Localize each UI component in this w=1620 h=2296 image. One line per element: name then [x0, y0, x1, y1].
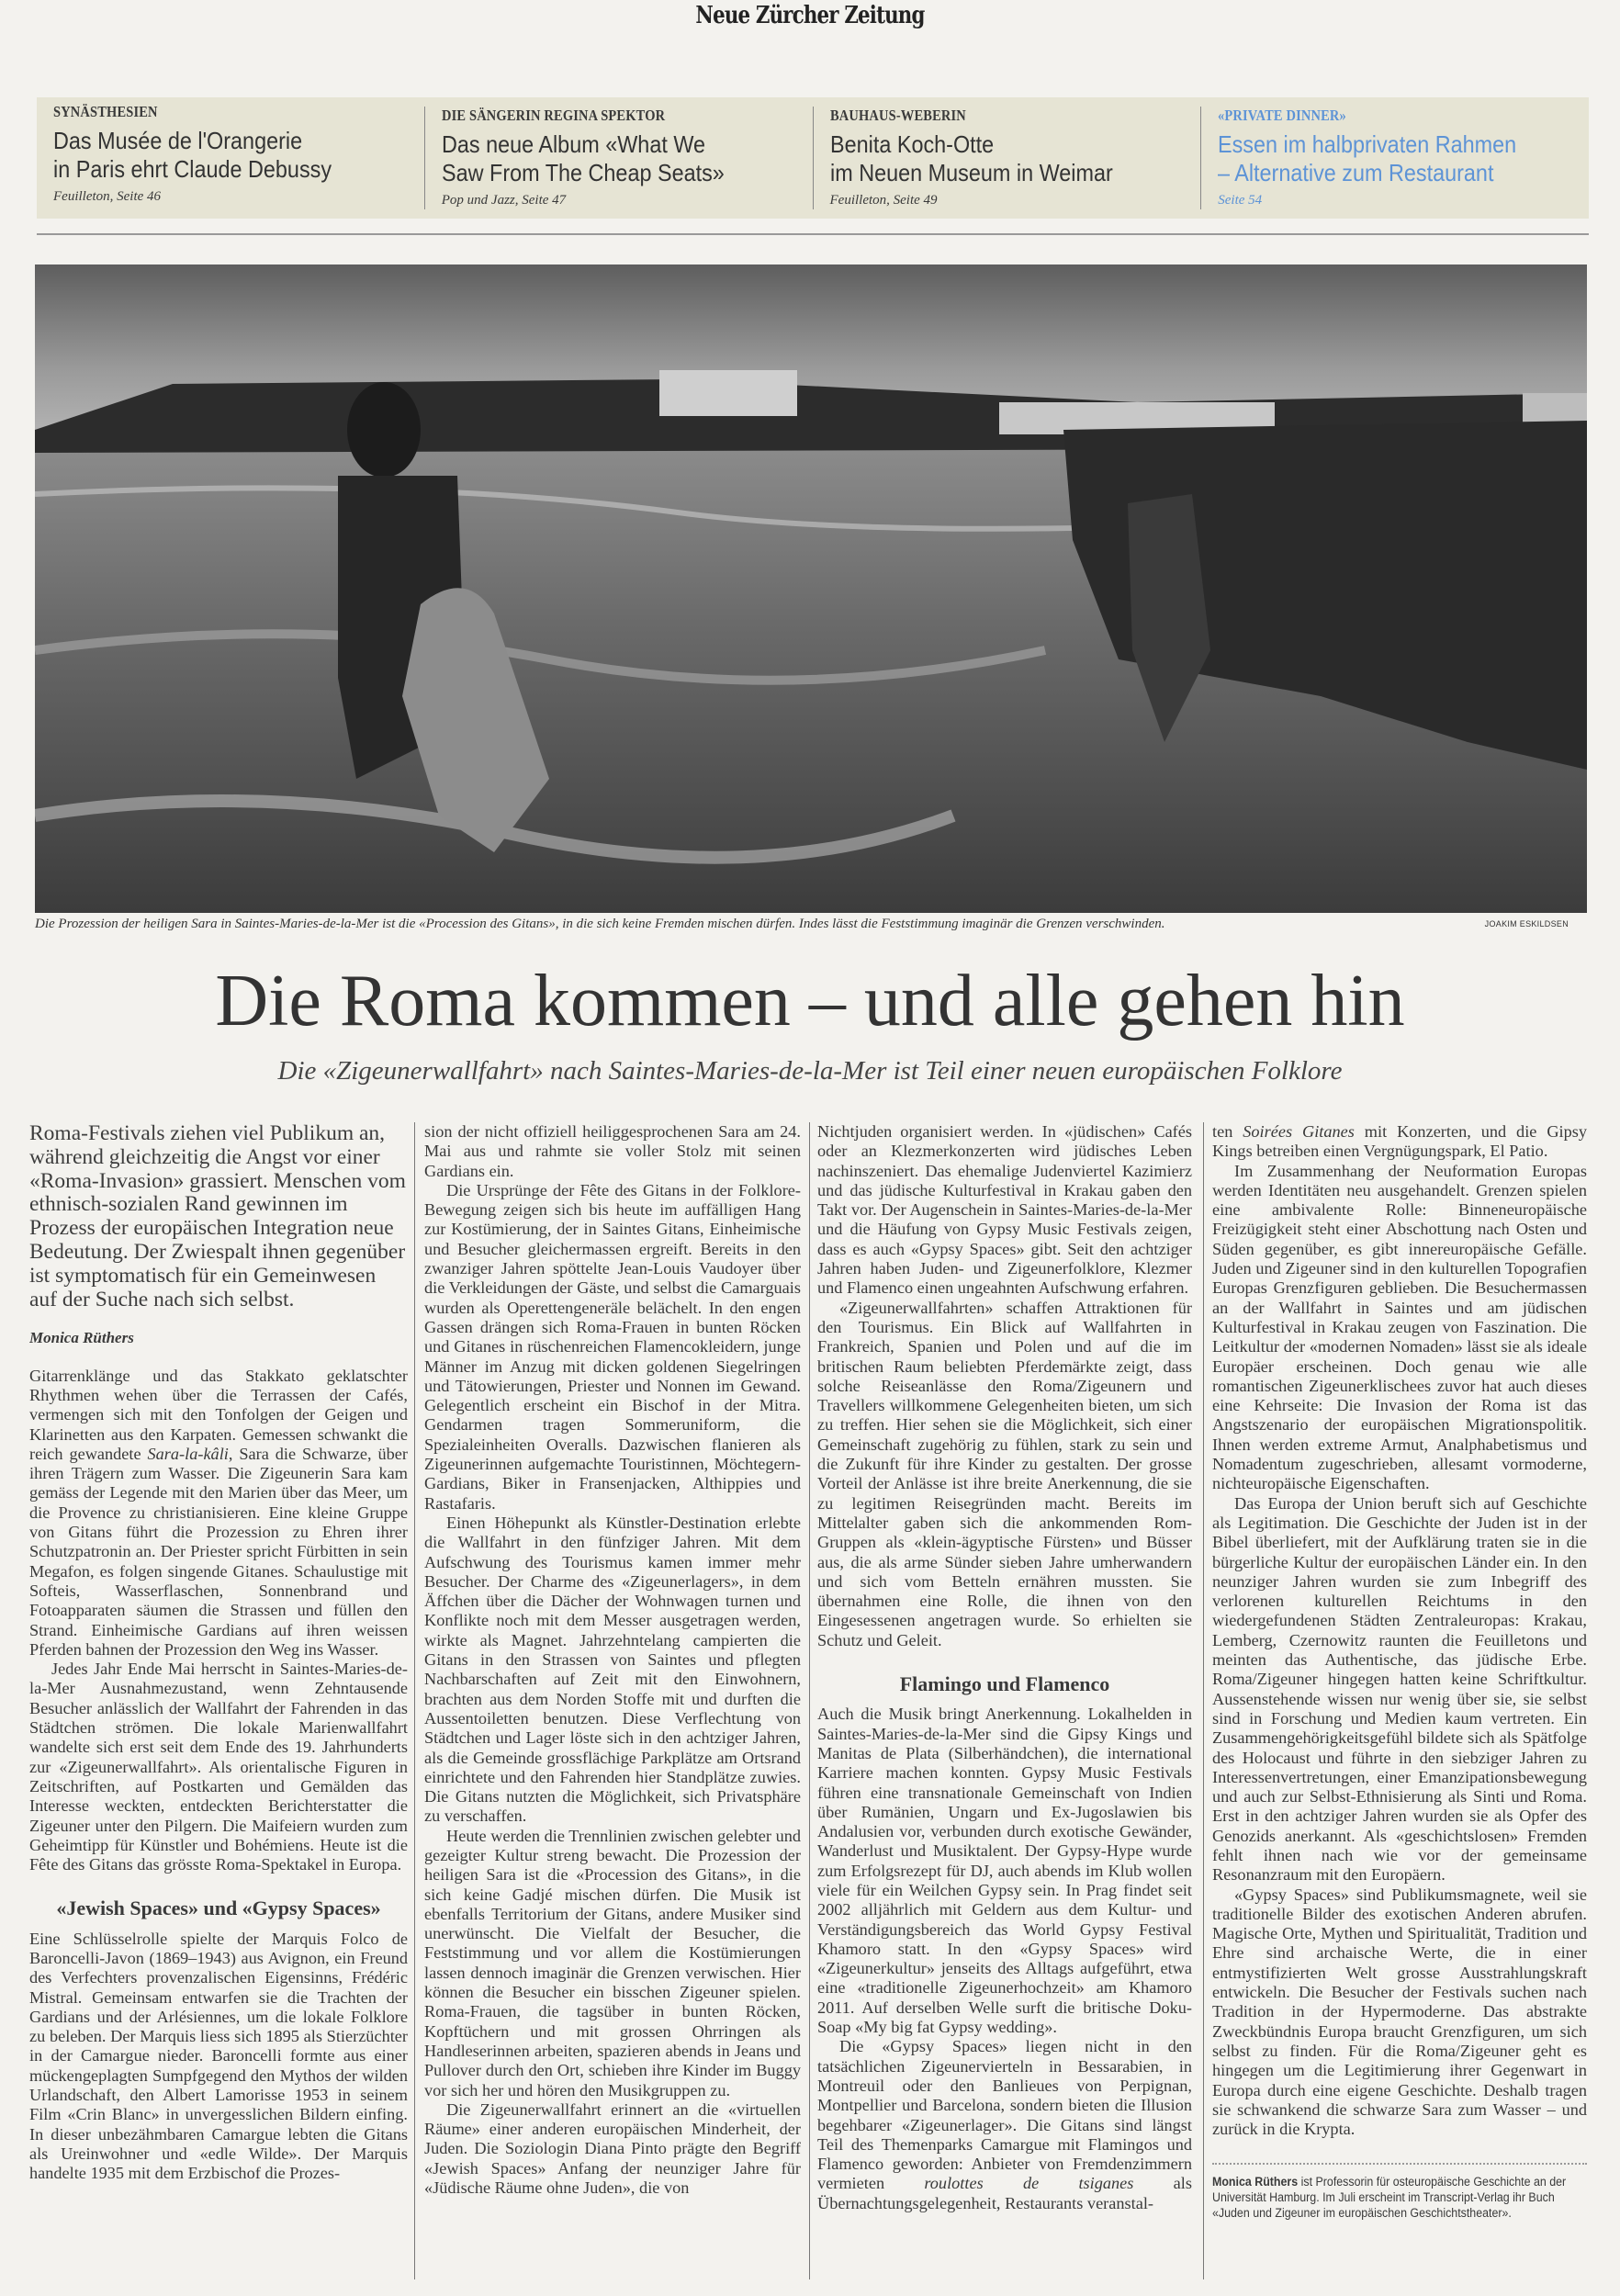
column-divider [1203, 1122, 1204, 2279]
article-column-2 [424, 1122, 801, 2279]
column-divider [809, 1122, 810, 2279]
body-paragraph [1212, 1122, 1587, 1162]
paragraph-text: Im Zusammenhang der Neuformation Europas werden Identitäten neu ausgehandelt. Grenzen spielen eine ambivalente Rolle: Binneneuropäische Freizügigkeit steht einer Abschottung nach Osten und Süden gegenüber, es gibt innereuropäische Gefälle. Juden und Zigeuner sind in den kulturellen Topografien Europas Grenzfiguren geblieben. Die Besuchermassen an der Wallfahrt in Saintes und am jüdischen Kulturfestival in Krakau zeugen von Faszination. Die Leitkultur der «modernen Nomaden» lässt sie als ideale Europäer erscheinen. Doch genau wie alle romantischen Zigeunerklischees zuvor hat auch dieses eine Kehrseite: Die Invasion der Roma ist das Angstszenario der europäischen Migrationspolitik. Ihnen werden extreme Armut, Analphabetismus und Nomadentum zugeschrieben, allesamt vormoderne, nichteuropäische Eigenschaften. [1212, 1161, 1587, 1493]
body-paragraph [817, 1122, 1192, 1299]
teaser-bar [37, 97, 1589, 219]
paragraph-text: Jedes Jahr Ende Mai herrscht in Saintes-Maries-de-la-Mer Ausnahmezustand, wenn Zehntausende Besucher anlässlich der Wallfahrt der Fahrenden in das Städtchen strömen. Die lokale Marienwallfahrt wandelte sich erst seit dem Ende des 19. Jahrhunderts zur «Zigeunerwallfahrt». Als orientalische Figuren in Zeitschriften, auf Postkarten und Gemälden das Interesse weckten, entdeckten Berichterstatter die Zigeuner unter den Pilgern. Die Maifeiern wurden zum Geheimtipp für Künstler und Bohémiens. Heute ist die Fête des Gitans das grösste Roma-Spektakel in Europa. [29, 1660, 408, 1874]
procession-photo [35, 264, 1587, 913]
article-photo [35, 264, 1587, 913]
article-subtitle: Die «Zigeunerwallfahrt» nach Saintes-Maries-de-la-Mer ist Teil einer neuen europäischen Folklore [277, 1056, 1343, 1086]
body-paragraph [1212, 1162, 1587, 1494]
divider [1212, 2163, 1587, 2165]
teaser-title: Das Musée de l'Orangerie in Paris ehrt Claude Debussy [53, 127, 332, 183]
paragraph-text: ten [1212, 1122, 1243, 1141]
teaser-kicker: SYNÄSTHESIEN [53, 103, 158, 120]
paragraph-text: Die Ursprünge der Fête des Gitans in der Folklore-Bewegung zeigen sich bis heute im auffälligen Hang zur Kostümierung, der in Saintes Gitans, Einheimische und Besucher gleichermassen ergreift. Bereits in den zwanziger Jahren spöttelte Jean-Louis Vaudoyer über die Verkleidungen der Gäste, und selbst die Camarguais wurden als Operettengeneräle belächelt. In den engen Gassen drängen sich Roma-Frauen in bunten Röcken und Gitanes in rüschenreichen Flamencokleidern, junge Männer im Anzug mit dicken goldenen Siegelringen und Tätowierungen, Priester und Nonnen im Gewand. Gelegentlich erscheint ein Bischof in der Mitra. Gendarmen tragen Sommeruniform, die Spezialeinheiten Overalls. Dazwischen flanieren als Zigeunerinnen aufgemachte Touristinnen, Möchtegern-Gardians, Biker in Fransenjacken, Althippies und Rastafaris. [424, 1180, 801, 1513]
section-subhead: Flamingo und Flamenco [899, 1672, 1110, 1696]
body-paragraph [817, 2037, 1192, 2213]
paragraph-text: Einen Höhepunkt als Künstler-Destination erlebte die Wallfahrt in den fünfziger Jahren. Mit dem Aufschwung des Tourismus kamen immer mehr Besucher. Der Charme des «Zigeunerlagers», in dem Äffchen über die Dächer der Wohnwagen turnen und Konflikte noch mit dem Messer ausgetragen werden, wirkte als Magnet. Jahrzehntelang campierten die Gitans in den Strassen von Saintes und pflegten Nachbarschaften auf Zeit mit den Einwohnern, brachten aus dem Norden Stoffe mit und durften die Aussentoiletten benutzen. Diese Verflechtung von Städtchen und Lager löste sich in den achtziger Jahren, als die Gemeinde grossflächige Parkplätze am Ortsrand einrichtete und den Fahrenden hier Standplätze zuwies. Die Gitans nutzten die Möglichkeit, sich Privatsphäre zu verschaffen. [424, 1513, 801, 1826]
body-paragraph [424, 2100, 801, 2198]
paragraph-text: Heute werden die Trennlinien zwischen gelebter und gezeigter Kultur streng bewacht. Die Prozession der heiligen Sara ist die «Procession des Gitans», in die sich keine Gadjé mischen dürfen. Die Musik ist ebenfalls Territorium der Gitans, andere Musiker sind unerwünscht. Die Vielfalt der Besucher, die Feststimmung und vor allem die Kostümierungen lassen dennoch imaginär die Grenzen verwischen. Hier können die Besucher ein bisschen Zigeuner spielen. Roma-Frauen, die tagsüber in bunten Röcken, Kopftüchern und mit grossen Ohrringen als Handleserinnen arbeiten, spazieren abends in Jeans und Pullover durch den Ort, schieben ihre Kinder im Buggy vor sich her und hören den Musikgruppen zu. [424, 1826, 801, 2099]
body-paragraph [424, 1122, 801, 1181]
teaser-item[interactable] [813, 107, 1201, 209]
teaser-item[interactable] [37, 97, 424, 219]
paragraph-text: Auch die Musik bringt Anerkennung. Lokalhelden in Saintes-Maries-de-la-Mer sind die Gipsy Kings und Manitas de Plata (Silberhändchen), die international Karriere machen konnten. Gypsy Music Festivals führen eine transnationale Gemeinschaft von Indien über Rumänien, Ungarn und Ex-Jugoslawien bis Andalusien vor, verbunden durch exotische Gewänder, Wanderlust und Musiktalent. Der Gypsy-Hype wurde zum Erfolgsrezept für DJ, auch abends im Klub wollen viele für ein Weilchen Gypsy sein. In Prag findet seit 2002 alljährlich mit Geldern aus dem Kultur- und Verständigungsbereich das World Gypsy Festival Khamoro statt. In den «Gypsy Spaces» wird «Zigeunerkultur» jenseits des Alltags aufgeführt, etwa eine «traditionelle Zigeunerhochzeit» am Khamoro 2011. Auf derselben Welle surft die britische Doku-Soap «My big fat Gypsy wedding». [817, 1705, 1192, 2037]
divider [37, 233, 1589, 235]
italic-text: roulottes de tsiganes [924, 2174, 1134, 2193]
italic-text: Sara-la-kâli [147, 1444, 229, 1463]
body-paragraph [424, 1827, 801, 2100]
paragraph-text: Die Zigeunerwallfahrt erinnert an die «virtuellen Räume» einer anderen europäischen Minderheit, der Juden. Die Soziologin Diana Pinto prägte den Begriff «Jewish Spaces» Anfang der neunziger Jahre für «Jüdische Räume ohne Juden», die von [424, 2099, 801, 2198]
teaser-kicker: DIE SÄNGERIN REGINA SPEKTOR [441, 107, 665, 124]
body-paragraph [29, 1930, 408, 2184]
paragraph-text: «Gypsy Spaces» sind Publikumsmagnete, weil sie traditionelle Bilder des exotischen Anderen abrufen. Magische Orte, Mythen und Spiritualität, Tradition und Ehre sind archaische Werte, die in einer entmystifizierten Welt grosse Ausstrahlungskraft entwickeln. Die Besucher der Festivals suchen nach Tradition in der Hypermoderne. Das abstrakte Zweckbündnis Europa braucht Grenzfiguren, um sich selbst zu finden. Für die Roma/Zigeuner geht es hingegen um die Legitimierung ihrer Gegenwart in Europa durch eine eigene Geschichte. Deshalb tragen sie schwankend die schwarze Sara zum Wasser – und zurück in die Krypta. [1212, 1885, 1587, 2139]
body-paragraph [424, 1181, 801, 1514]
paragraph-text: Die «Gypsy Spaces» liegen nicht in den tatsächlichen Zigeunervierteln in Bessarabien, in Montreuil oder den Banlieues von Perpignan, Montpellier und Barcelona, sondern bieten die Illusion begehbarer «Zigeunerlager». Die Gitans sind längst Teil des Themenparks Camargue mit Flamingos und Flamenco geworden: Anbieter von Fremdenzimmern vermieten [817, 2037, 1192, 2193]
paragraph-text: Das Europa der Union beruft sich auf Geschichte als Legitimation. Die Geschichte der Juden ist in der Bibel überliefert, mit der Aufklärung traten sie in die bürgerliche Kultur der europäischen Länder ein. In den neunziger Jahren wurden sie zum Inbegriff des verlorenen kulturellen Reichtums in den wiedergefundenen Städten Zentraleuropas: Krakau, Lemberg, Czernowitz raunten die Feuilletons und meinten das Authentische, das jüdische Erbe. Roma/Zigeuner hingegen hatten keine Schriftkultur. Aussenstehende wissen nur wenig über sie, sie selbst sind in Forschung und Medien kaum vertreten. Ein Zusammengehörigkeitsgefühl bildete sich als Spätfolge des Holocaust und führte in den siebziger Jahren zu Interessenvertretungen, einer Emanzipationsbewegung und auch zur Selbst-Ethnisierung als Sinti und Roma. Erst in den achtziger Jahren wurden sie als Opfer des Genozids anerkannt. Als «geschichtslosen» Fremden fehlt ihnen nach wie vor der gemeinsame Resonanzraum mit den Europäern. [1212, 1493, 1587, 1885]
teaser-source: Feuilleton, Seite 49 [829, 193, 938, 208]
article-lead: Roma-Festivals ziehen viel Publikum an, während gleichzeitig die Angst vor einer «Roma-Invasion» grassiert. Menschen vom ethnisch-sozialen Rand gewinnen im Prozess der europäischen Integration neue Bedeutung. Der Zwiespalt ihnen gegenüber ist symptomatisch für ein Gemeinwesen auf der Suche nach sich selbst. [29, 1122, 406, 1311]
teaser-title: Benita Koch-Otte im Neuen Museum in Weimar [829, 130, 1113, 186]
paragraph-text: , Sara die Schwarze, über ihren Trägern zum Wasser. Die Zigeunerin Sara kam gemäss der Legende mit den Marien über das Meer, um die Provence zu christianisieren. Eine kleine Gruppe von Gitans führt die Prozession zu Ehren ihrer Schutzpatronin an. Der Priester spricht Fürbitten in sein Megafon, es folgen singende Gitanes. Schaulustige mit Softeis, Wasserflaschen, Sonnenbrand und Fotoapparaten säumen die Strassen und füllen den Strand. Einheimische Gardians auf ihren weissen Pferden bahnen der Prozession den Weg ins Wasser. [29, 1444, 408, 1659]
article-column-4 [1212, 1122, 1587, 2279]
paragraph-text: Gitarrenklänge und das Stakkato geklatschter Rhythmen wehen über die Terrassen der Cafés, vermengen sich mit den Tonfolgen der Geigen und Klarinetten aus den Karpaten. Gemessen schwankt die reich gewandete [29, 1366, 408, 1463]
teaser-title: Essen im halbprivaten Rahmen – Alternative zum Restaurant [1218, 130, 1517, 186]
teaser-title: Das neue Album «What We Saw From The Cheap Seats» [441, 130, 725, 186]
body-paragraph [817, 1299, 1192, 1650]
teaser-source: Pop und Jazz, Seite 47 [441, 193, 567, 208]
teaser-item[interactable] [424, 107, 813, 209]
article-column-1 [29, 1122, 408, 2279]
paragraph-text: mit Konzerten, und die Gipsy Kings betreiben einen Vergnügungspark, El Patio. [1212, 1122, 1587, 1161]
teaser-kicker: BAUHAUS-WEBERIN [829, 107, 966, 124]
body-paragraph [29, 1660, 408, 1874]
column-body [29, 1367, 408, 2184]
paragraph-text: Nichtjuden organisiert werden. In «jüdischen» Cafés oder an Klezmerkonzerten wird jüdisches Leben nachinszeniert. Das ehemalige Judenviertel Kazimierz und das jüdische Kulturfestival in Krakau gaben den Takt vor. Der Augenschein in Saintes-Maries-de-la-Mer und die Häufung von Gypsy Music Festivals zeigen, dass es auch «Gypsy Spaces» gibt. Seit den achtziger Jahren haben Juden- und Zigeunerfolklore, Klezmer und Flamenco einen ungeahnten Aufschwung erfahren. [817, 1122, 1192, 1298]
section-subhead: «Jewish Spaces» und «Gypsy Spaces» [56, 1896, 381, 1920]
author-byline: Monica Rüthers [29, 1329, 134, 1347]
photo-caption [35, 917, 1587, 932]
column-body [424, 1122, 801, 2198]
teaser-item[interactable] [1200, 107, 1589, 209]
teaser-source: Feuilleton, Seite 46 [53, 189, 162, 204]
bio-text: ist Professorin für osteuropäische Geschichte an der Universität Hamburg. Im Juli erscheint im Transcript-Verlag ihr Buch «Juden und Zigeuner im europäischen Geschichtstheater». [1212, 2175, 1567, 2221]
body-paragraph [29, 1367, 408, 1660]
article-column-3 [817, 1122, 1192, 2279]
column-body [817, 1122, 1192, 2213]
caption-text: Die Prozession der heiligen Sara in Saintes-Maries-de-la-Mer ist die «Procession des Gitans», in die sich keine Fremden mischen dürfen. Indes lässt die Feststimmung imaginär die Grenzen verschwinden. [35, 917, 1165, 931]
italic-text: Soirées Gitanes [1243, 1122, 1355, 1141]
teaser-source: Seite 54 [1218, 193, 1263, 208]
body-paragraph [1212, 1885, 1587, 2140]
photo-credit: JOAKIM ESKILDSEN [1484, 919, 1569, 929]
body-paragraph [817, 1705, 1192, 2037]
article-headline: Die Roma kommen – und alle gehen hin [215, 961, 1405, 1041]
bio-name: Monica Rüthers [1212, 2175, 1299, 2189]
body-paragraph [424, 1514, 801, 1827]
column-body [1212, 1122, 1587, 2139]
paragraph-text: Eine Schlüsselrolle spielte der Marquis Folco de Baroncelli-Javon (1869–1943) aus Avignon, ein Freund des Verfechters provenzalischen Eigensinns, Frédéric Mistral. Gemeinsam entwarfen sie die Trachten der Gardians und der Arlésiennes, um die lokale Folklore zu beleben. Der Marquis liess sich 1895 als Stierzüchter in der Camargue nieder. Baroncelli formte aus einer mückengeplagten Sumpfgegend den Mythos der wilden Urlandschaft, den Albert Lamorisse 1953 in seinem Film «Crin Blanc» in unvergesslichen Bildern einfing. In dieser unbezähmbaren Camargue lebten die Gitans als Ureinwohner und «edle Wilde». Der Marquis handelte 1935 mit dem Erzbischof die Prozes- [29, 1929, 408, 2183]
paragraph-text: «Zigeunerwallfahrten» schaffen Attraktionen für den Tourismus. Ein Blick auf Wallfahrten in Frankreich, Spanien und Polen und auf die im britischen Raum beliebten Pferdemärkte zeigt, dass solche Reiseanlässe den Roma/Zigeunern und Travellers willkommene Gelegenheiten bieten, um sich zu treffen. Hier sehen sie die Möglichkeit, sich einer Gemeinschaft zugehörig zu fühlen, stark zu sein und die Zukunft für ihre Kinder zu gestalten. Der grosse Vorteil der Anlässe ist ihre breite Anerkennung, die sie zu legitimen Reisegründen macht. Bereits im Mittelalter gaben sich die ankommenden Rom-Gruppen als «klein-ägyptische Fürsten» und Büsser aus, die als arme Sünder sieben Jahre umherwandern und sich vom Betteln ernähren mussten. Sie übernahmen eine Rolle, die ihnen von den Eingesessenen angetragen wurde. So erhielten sie Schutz und Geleit. [817, 1298, 1192, 1649]
author-bio [1212, 2174, 1584, 2221]
newspaper-masthead: Neue Zürcher Zeitung [695, 2, 925, 29]
paragraph-text: sion der nicht offiziell heiliggesprochenen Sara am 24. Mai aus und rahmte sie voller Stolz mit seinen Gardians ein. [424, 1122, 801, 1180]
paragraph-text: als Übernachtungsgelegenheit, Restaurants veranstal- [817, 2174, 1192, 2212]
teaser-kicker: «PRIVATE DINNER» [1218, 107, 1347, 124]
column-divider [414, 1122, 415, 2279]
body-paragraph [1212, 1494, 1587, 1885]
